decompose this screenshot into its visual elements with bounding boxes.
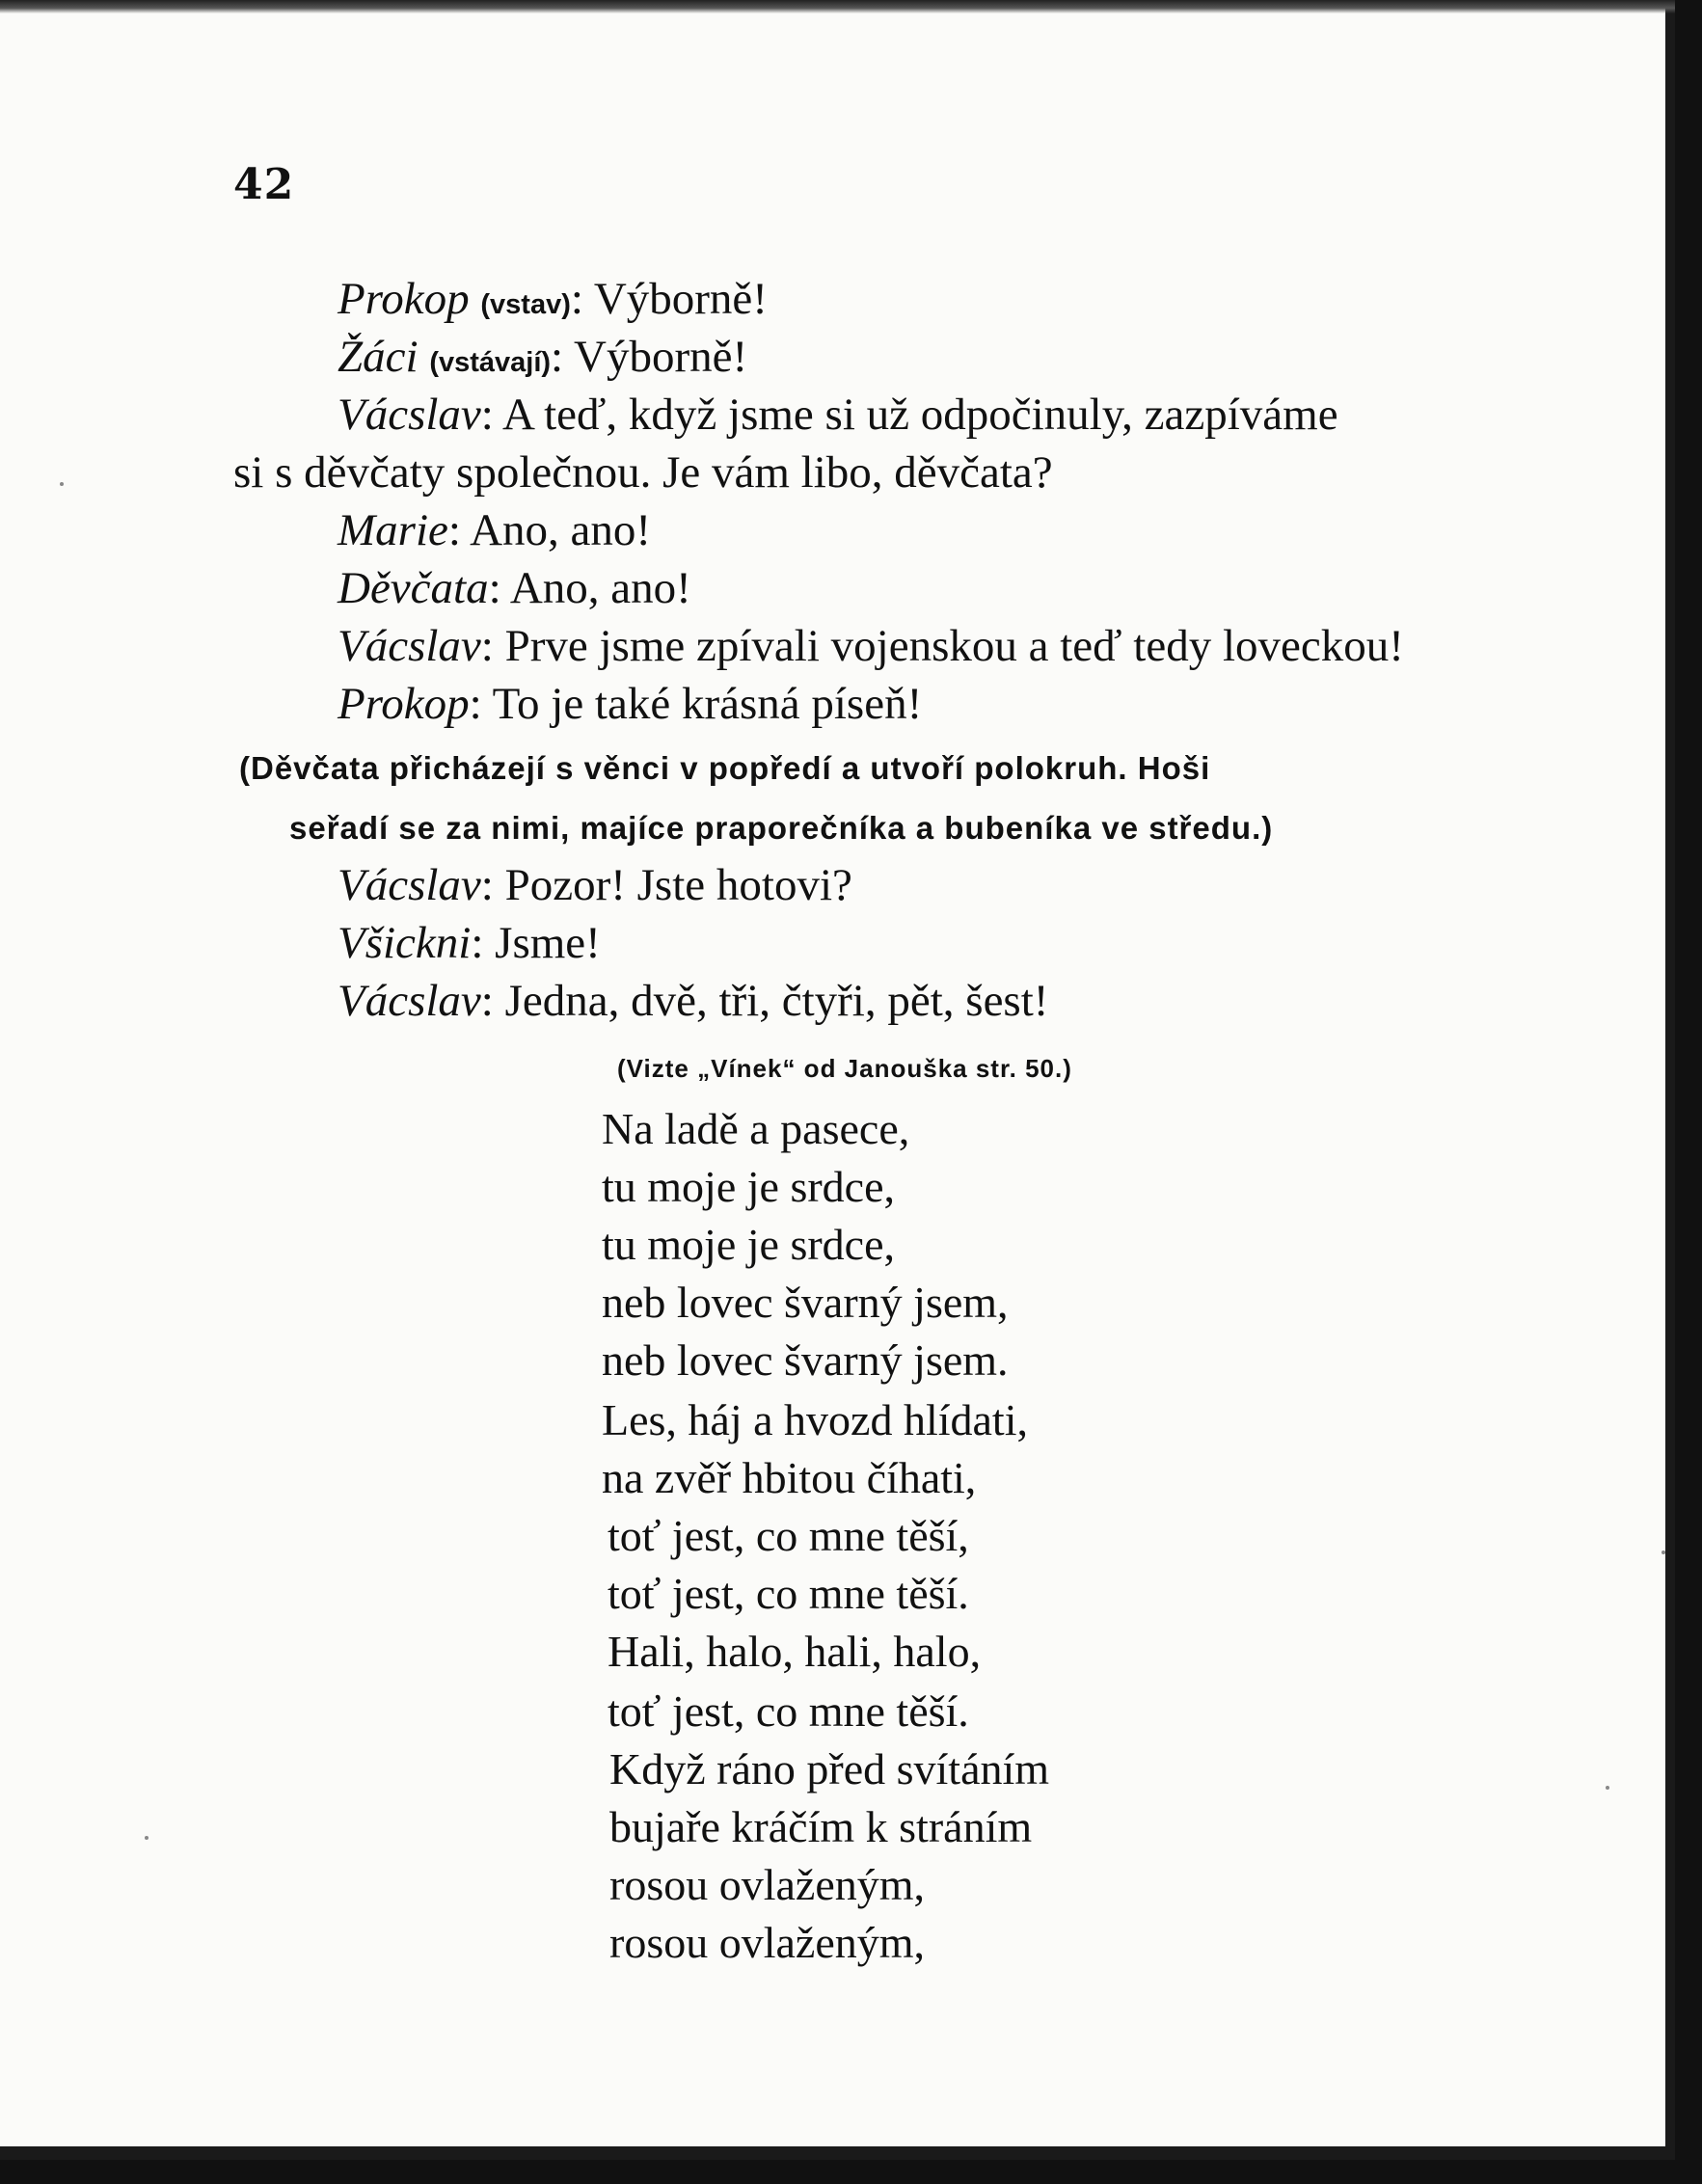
dialogue-line [338, 860, 852, 910]
dialogue-line [338, 621, 1404, 671]
speaker-name: Marie [338, 505, 448, 555]
line-text: Ano, ano! [460, 505, 652, 555]
separator: : [570, 274, 583, 324]
stage-direction-line: seřadí se za nimi, majíce praporečníka a bubeníka ve středu.) [289, 810, 1274, 846]
speaker-name: Vácslav [338, 860, 481, 910]
separator: : [480, 976, 494, 1026]
verse-line: bujaře kráčím k stráním [609, 1802, 1033, 1851]
line-text: si s děvčaty společnou. Je vám libo, děvčata? [233, 447, 1053, 498]
line-text: Jsme! [483, 918, 601, 968]
dialogue-line [338, 563, 691, 613]
line-text: Výborně! [563, 332, 748, 382]
dialogue-line [338, 392, 1338, 438]
dialogue-line [338, 918, 601, 968]
speaker-name: Vácslav [338, 976, 481, 1026]
separator: : [469, 679, 482, 729]
page-number: 42 [233, 160, 295, 209]
scan-speck [145, 1836, 149, 1840]
verse-line: na zvěř hbitou číhati, [602, 1453, 977, 1502]
separator: : [551, 332, 564, 382]
speaker-name: Prokop [338, 274, 470, 324]
line-text: Výborně! [582, 274, 768, 324]
dialogue-line [233, 447, 1053, 498]
separator: : [447, 505, 461, 555]
verse-line: Na ladě a pasece, [602, 1104, 910, 1153]
separator: : [471, 918, 484, 968]
verse-line: toť jest, co mne těší, [608, 1511, 969, 1560]
stage-aside: (vstav) [480, 289, 571, 320]
verse-line: toť jest, co mne těší. [608, 1569, 969, 1618]
scan-speck [1606, 1786, 1609, 1790]
scan-speck [1661, 1550, 1665, 1554]
speaker-name: Prokop [338, 679, 470, 729]
verse-line: Hali, halo, hali, halo, [608, 1627, 982, 1676]
separator: : [480, 390, 494, 440]
reference-note: (Vizte „Vínek“ od Janouška str. 50.) [617, 1054, 1072, 1083]
line-text: Prve jsme zpívali vojenskou a teď tedy loveckou! [493, 621, 1404, 671]
speaker-name: Vácslav [338, 621, 481, 671]
speaker-name: Děvčata [338, 563, 489, 613]
dialogue-line [338, 332, 748, 382]
separator: : [488, 563, 501, 613]
dialogue-line [338, 679, 923, 729]
scan-speck [60, 482, 64, 486]
verse-line: tu moje je srdce, [602, 1162, 896, 1211]
verse-line: Les, háj a hvozd hlídati, [602, 1395, 1028, 1444]
line-text: Jedna, dvě, tři, čtyři, pět, šest! [493, 976, 1049, 1026]
line-text: Pozor! Jste hotovi? [493, 860, 852, 910]
verse-line: toť jest, co mne těší. [608, 1686, 969, 1736]
speaker-name: Vácslav [338, 390, 481, 440]
speaker-name: Všickni [338, 918, 472, 968]
line-text: Ano, ano! [500, 563, 691, 613]
line-text: To je také krásná píseň! [481, 679, 923, 729]
line-text: A teď, když jsme si už odpočinuly, zazpíváme [493, 390, 1338, 440]
verse-line: tu moje je srdce, [602, 1220, 896, 1269]
speaker-name: Žáci [338, 332, 419, 382]
separator: : [480, 621, 494, 671]
verse-line: Když ráno před svítáním [609, 1744, 1050, 1793]
dialogue-line [338, 976, 1049, 1026]
scan-edge [0, 0, 1675, 13]
stage-aside: (vstávají) [429, 347, 552, 378]
verse-line: neb lovec švarný jsem, [602, 1278, 1009, 1327]
dialogue-line [338, 274, 768, 324]
separator: : [480, 860, 494, 910]
verse-line: rosou ovlaženým, [609, 1860, 926, 1909]
stage-direction-line: (Děvčata přicházejí s věnci v popředí a utvoří polokruh. Hoši [239, 750, 1211, 786]
verse-line: neb lovec švarný jsem. [602, 1335, 1009, 1385]
verse-line: rosou ovlaženým, [609, 1918, 926, 1967]
dialogue-line [338, 505, 652, 555]
